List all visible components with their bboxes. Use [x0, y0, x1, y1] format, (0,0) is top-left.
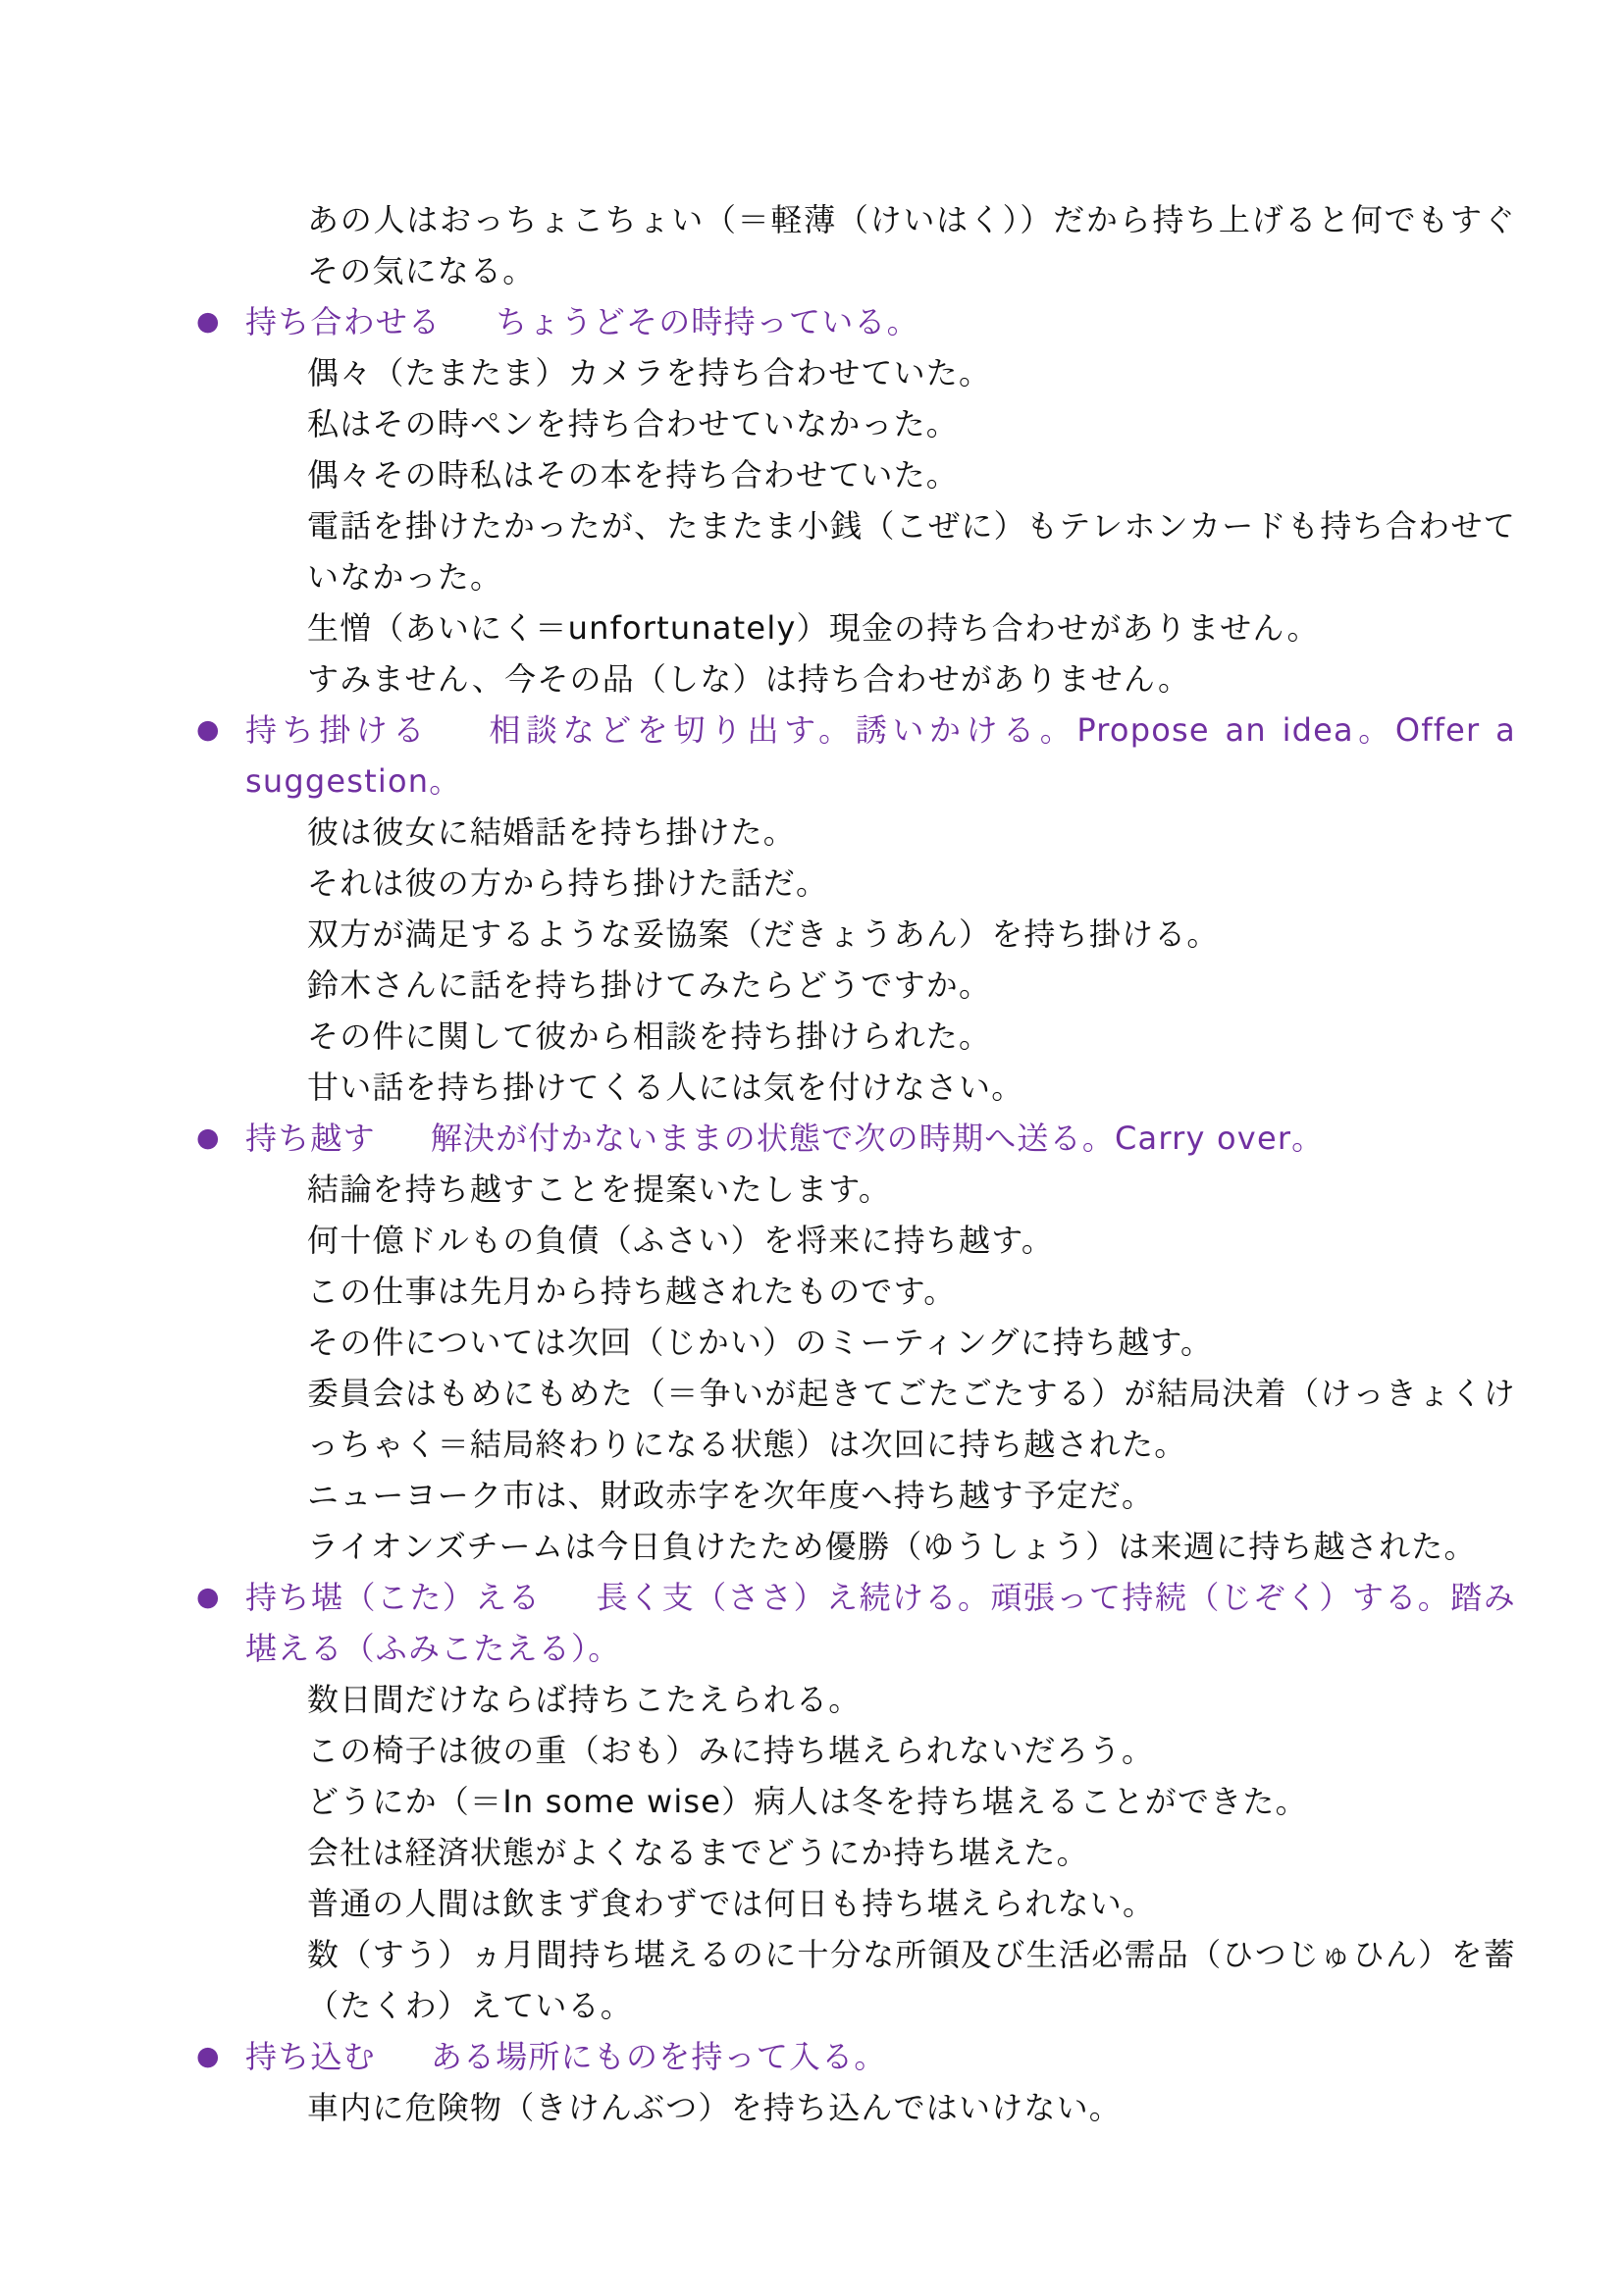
- example-sentence: 甘い話を持ち掛けてくる人には気を付けなさい。: [307, 1069, 1024, 1106]
- entry-list: [0, 296, 1516, 2133]
- example-sentence: 彼は彼女に結婚話を持ち掛けた。: [307, 813, 797, 851]
- bullet-icon: ●: [196, 714, 221, 745]
- dictionary-entry: [0, 296, 1516, 704]
- entry-definition: 解決が付かないままの状態で次の時期へ送る。Carry over。: [430, 1120, 1325, 1157]
- bullet-icon: ●: [196, 1582, 221, 1612]
- dictionary-entry: [0, 2031, 1516, 2133]
- example-sentence: すみません、今その品（しな）は持ち合わせがありません。: [307, 660, 1191, 698]
- example-sentence: 偶々その時私はその本を持ち合わせていた。: [307, 456, 960, 494]
- example-sentence: 車内に危険物（きけんぶつ）を持ち込んではいけない。: [307, 2089, 1123, 2126]
- entry-head-text: [245, 704, 1516, 807]
- example-list: [0, 1164, 1516, 1572]
- example-sentence: どうにか（＝In some wise）病人は冬を持ち堪えることができた。: [307, 1783, 1308, 1820]
- dictionary-entry: [0, 704, 1516, 1113]
- dictionary-entry: [0, 1572, 1516, 2031]
- example-sentence: ニューヨーク市は、財政赤字を次年度へ持ち越す予定だ。: [307, 1477, 1155, 1514]
- example-sentence: その件については次回（じかい）のミーティングに持ち越す。: [307, 1324, 1214, 1361]
- example-sentence: この椅子は彼の重（おも）みに持ち堪えられないだろう。: [307, 1732, 1155, 1769]
- example-sentence: 双方が満足するような妥協案（だきょうあん）を持ち掛ける。: [307, 915, 1220, 953]
- example-list: [0, 1674, 1516, 2031]
- example-sentence: 会社は経済状態がよくなるまでどうにか持ち堪えた。: [307, 1834, 1089, 1871]
- entry-head-text: [245, 2031, 1516, 2082]
- entry-term: 持ち掛ける: [245, 711, 430, 749]
- example-sentence: 私はその時ペンを持ち合わせていなかった。: [307, 405, 960, 443]
- example-list: [0, 807, 1516, 1113]
- example-sentence: 委員会はもめにもめた（＝争いが起きてごたごたする）が結局決着（けっきょくけっちゃく＝結局終わりになる状態）は次回に持ち越された。: [307, 1375, 1516, 1463]
- example-list: [0, 2082, 1516, 2133]
- entry-term: 持ち堪（こた）える: [245, 1579, 542, 1616]
- bullet-icon: ●: [196, 1122, 221, 1153]
- example-sentence: それは彼の方から持ち掛けた話だ。: [307, 864, 829, 902]
- example-sentence: 結論を持ち越すことを提案いたします。: [307, 1171, 892, 1208]
- entry-definition: ちょうどその時持っている。: [496, 303, 919, 340]
- example-sentence: 電話を掛けたかったが、たまたま小銭（こぜに）もテレホンカードも持ち合わせていなかった。: [307, 507, 1516, 596]
- entry-definition: ある場所にものを持って入る。: [430, 2038, 887, 2075]
- entry-term: 持ち合わせる: [245, 303, 442, 340]
- entry-head: [196, 704, 1516, 807]
- example-sentence: 何十億ドルもの負債（ふさい）を将来に持ち越す。: [307, 1222, 1055, 1259]
- example-sentence: 数（すう）ヵ月間持ち堪えるのに十分な所領及び生活必需品（ひつじゅひん）を蓄（たくわ）えている。: [307, 1936, 1516, 2024]
- entry-head-text: [245, 1572, 1516, 1674]
- dictionary-entry: [0, 1113, 1516, 1572]
- entry-head: [196, 1572, 1516, 1674]
- example-sentence: その件に関して彼から相談を持ち掛けられた。: [307, 1018, 992, 1055]
- example-sentence: ライオンズチームは今日負けたため優勝（ゆうしょう）は来週に持ち越された。: [307, 1528, 1477, 1565]
- entry-term: 持ち越す: [245, 1120, 376, 1157]
- leading-example-sentence: あの人はおっちょこちょい（＝軽薄（けいはく））だから持ち上げると何でもすぐその気になる。: [307, 201, 1516, 289]
- entry-head: [196, 2031, 1516, 2082]
- bullet-icon: ●: [196, 2041, 221, 2071]
- entry-head-text: [245, 296, 1516, 347]
- example-sentence: 生憎（あいにく＝unfortunately）現金の持ち合わせがありません。: [307, 609, 1320, 647]
- entry-head: [196, 1113, 1516, 1164]
- example-sentence: 普通の人間は飲まず食わずでは何日も持ち堪えられない。: [307, 1885, 1156, 1922]
- entry-term: 持ち込む: [245, 2038, 376, 2075]
- entry-definition: 長く支（ささ）え続ける。頑張って持続（じぞく）する。踏み堪える（ふみこたえる）。: [245, 1579, 1516, 1667]
- example-sentence: 偶々（たまたま）カメラを持ち合わせていた。: [307, 354, 992, 391]
- entry-head: [196, 296, 1516, 347]
- entry-head-text: [245, 1113, 1516, 1164]
- entry-definition: 相談などを切り出す。誘いかける。Propose an idea。Offer a suggestion。: [245, 711, 1516, 800]
- example-sentence: 鈴木さんに話を持ち掛けてみたらどうですか。: [307, 966, 992, 1004]
- example-sentence: 数日間だけならば持ちこたえられる。: [307, 1681, 862, 1718]
- bullet-icon: ●: [196, 306, 221, 337]
- example-sentence: この仕事は先月から持ち越されたものです。: [307, 1273, 957, 1310]
- example-list: [0, 347, 1516, 704]
